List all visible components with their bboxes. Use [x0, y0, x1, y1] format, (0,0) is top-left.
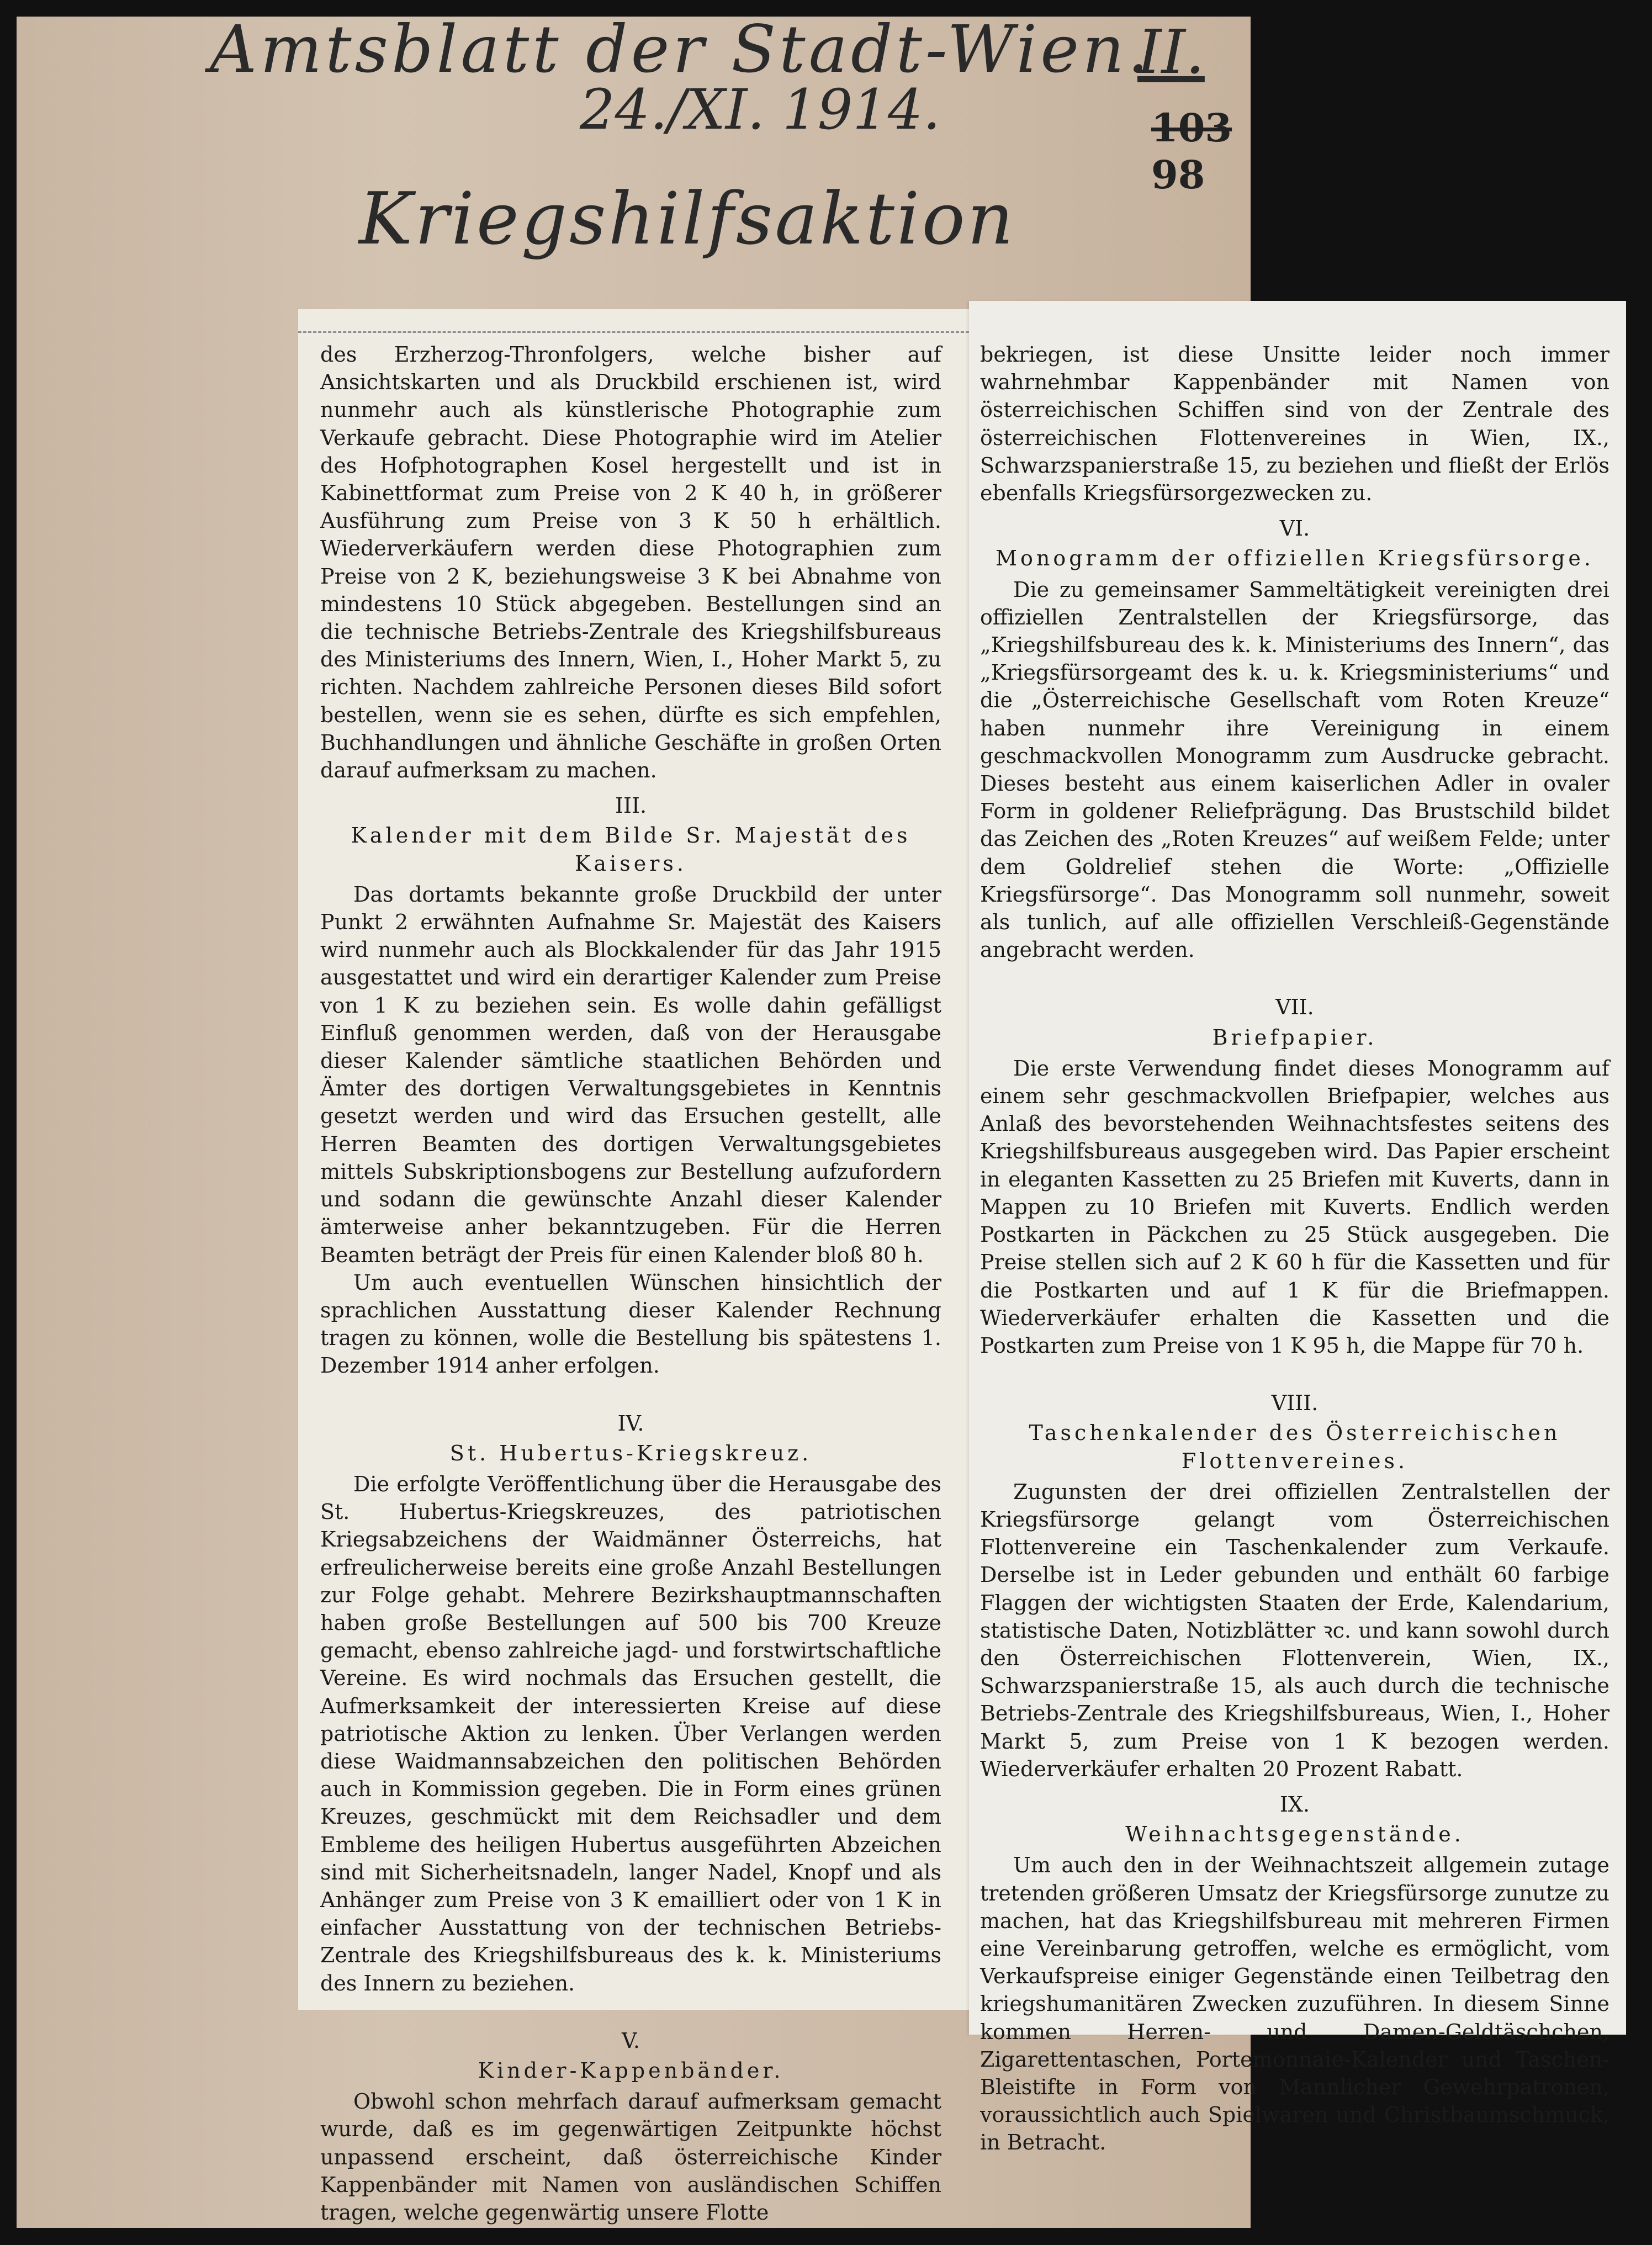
- section-heading: St. Hubertus-Kriegskreuz.: [449, 1441, 812, 1465]
- section-number: VIII.: [1271, 1391, 1319, 1416]
- article-paragraph: bekriegen, ist diese Unsitte leider noch immer wahrnehmbar Kappenbänder mit Namen von österreichischen Schiffen sind von der Zentrale des österreichischen Flottenvereines in Wien, IX., Schwarzspanierstraße 15, zu beziehen und fließt der Erlös ebenfalls Kriegsfürsorgezwecken zu.: [980, 342, 1609, 506]
- section-gap: [320, 1380, 941, 1402]
- article-paragraph: Um auch eventuellen Wünschen hinsichtlich der sprachlichen Ausstattung dieser Kalender Rechnung tragen zu können, wolle die Bestellung bis spätestens 1. Dezember 1914 anher erfolgen.: [320, 1270, 941, 1378]
- article-paragraph: Zugunsten der drei offiziellen Zentralstellen der Kriegsfürsorge gelangt vom Österreichischen Flottenvereine ein Taschenkalender zum Verkaufe. Derselbe ist in Leder gebunden und enthält 60 farbige Flaggen der wichtigsten Staaten der Erde, Kalendarium, statistische Daten, Notizblätter ꝛc. und kann sowohl durch den Österreichischen Flottenverein, Wien, IX., Schwarzspanierstraße 15, als auch durch die technische Betriebs-Zentrale des Kriegshilfsbureaus, Wien, I., Hoher Markt 5, zum Preise von 1 K bezogen werden. Wiederverkäufer erhalten 20 Prozent Rabatt.: [980, 1479, 1609, 1781]
- section-number: IV.: [617, 1411, 644, 1436]
- section-gap: [320, 1997, 941, 2019]
- section-heading: Taschenkalender des Österreichischen Flottenvereines.: [1029, 1421, 1561, 1473]
- section-gap: [980, 963, 1609, 986]
- article-paragraph: Das dortamts bekannte große Druckbild der unter Punkt 2 erwähnten Aufnahme Sr. Majestät des Kaisers wird nunmehr auch als Blockkalender für das Jahr 1915 ausgestattet und wird ein derartiger Kalender zum Preise von 1 K zu beziehen sein. Es wolle dahin gefälligst Einfluß genommen werden, daß von der Herausgabe dieser Kalender sämtliche staatlichen Behörden und Ämter des dortigen Verwaltungsgebietes in Kenntnis gesetzt werden und wird das Ersuchen gestellt, alle Herren Beamten des dortigen Verwaltungsgebietes mittels Subskriptionsbogens zur Bestellung aufzufordern und sodann die gewünschte Anzahl dieser Kalender ämterweise anher bekanntzugeben. Für die Herren Beamten beträgt der Preis für einen Kalender bloß 80 h.: [320, 882, 941, 1267]
- section-number: IX.: [1279, 1792, 1310, 1817]
- article-paragraph: des Erzherzog-Thronfolgers, welche bisher auf Ansichtskarten und als Druckbild erschienen ist, wird nunmehr auch als künstlerische Photographie zum Verkaufe gebracht. Diese Photographie wird im Atelier des Hofphotographen Kosel hergestellt und ist in Kabinettformat zum Preise von 2 K 40 h, in größerer Ausführung zum Preise von 3 K 50 h erhältlich. Wiederverkäufern werden diese Photographien zum Preise von 2 K, beziehungsweise 3 K bei Abnahme von mindestens 10 Stück abgegeben. Bestellungen sind an die technische Betriebs-Zentrale des Kriegshilfsbureaus des Ministeriums des Innern, Wien, I., Hoher Markt 5, zu richten. Nachdem zahlreiche Personen dieses Bild sofort bestellen, wenn sie es sehen, dürfte es sich empfehlen, Buchhandlungen und ähnliche Geschäfte in großen Orten darauf aufmerksam zu machen.: [320, 342, 941, 783]
- section-number: VII.: [1275, 995, 1314, 1020]
- section-heading: Kalender mit dem Bilde Sr. Majestät des Kaisers.: [351, 823, 911, 876]
- section-gap: [980, 1359, 1609, 1381]
- section-heading: Kinder-Kappenbänder.: [478, 2058, 784, 2083]
- section-number: VI.: [1279, 516, 1310, 541]
- article-column-right: [980, 341, 1609, 2157]
- article-column-left: [320, 341, 941, 2226]
- article-paragraph: Die erfolgte Veröffentlichung über die Herausgabe des St. Hubertus-Kriegskreuzes, des patriotischen Kriegsabzeichens der Waidmänner Österreichs, hat erfreulicherweise bereits eine große Anzahl Bestellungen zur Folge gehabt. Mehrere Bezirkshauptmannschaften haben große Bestellungen auf 500 bis 700 Kreuze gemacht, ebenso zahlreiche jagd- und forstwirtschaftliche Vereine. Es wird nochmals das Ersuchen gestellt, die Aufmerksamkeit der interessierten Kreise auf diese patriotische Aktion zu lenken. Über Verlangen werden diese Waidmannsabzeichen den politischen Behörden auch in Kommission gegeben. Die in Form eines grünen Kreuzes, geschmückt mit dem Reichsadler und dem Embleme des heiligen Hubertus ausgeführten Abzeichen sind mit Sicherheitsnadeln, langer Nadel, Knopf und als Anhänger zum Preise von 3 K emailliert oder von 1 K in einfacher Ausstattung von der technischen Betriebs-Zentrale des Kriegshilfsbureaus des k. k. Ministeriums des Innern zu beziehen.: [320, 1471, 941, 1995]
- article-paragraph: Um auch den in der Weihnachtszeit allgemein zutage tretenden größeren Umsatz der Kriegsfürsorge zunutze zu machen, hat das Kriegshilfsbureau mit mehreren Firmen eine Vereinbarung getroffen, welche es ermöglicht, vom Verkaufspreise einiger Gegenstände einen Teilbetrag den kriegshumanitären Zwecken zuzuführen. In diesem Sinne kommen Herren- und Damen-Geldtäschchen, Zigarettentaschen, Portemonnaie-Kalender und Taschen-Bleistifte in Form von Mannlicher Gewehrpatronen, voraussichtlich auch Spielwaren und Christbaumschmuck, in Betracht.: [980, 1853, 1609, 2155]
- article-paragraph: Die erste Verwendung findet dieses Monogramm auf einem sehr geschmackvollen Briefpapier, welches aus Anlaß des bevorstehenden Weihnachtsfestes seitens des Kriegshilfsbureaus ausgegeben wird. Das Papier erscheint in eleganten Kassetten zu 25 Briefen mit Kuverts, dann in Mappen zu 10 Briefen mit Kuverts. Endlich werden Postkarten in Päckchen zu 25 Stück ausgegeben. Die Preise stellen sich auf 2 K 60 h für die Kassetten und für die Postkarten und auf 1 K für die Briefmappen. Wiederverkäufer erhalten die Kassetten und die Postkarten zum Preise von 1 K 95 h, die Mappe für 70 h.: [980, 1056, 1609, 1358]
- section-number: III.: [615, 793, 647, 818]
- article-paragraph: Obwohl schon mehrfach darauf aufmerksam gemacht wurde, daß es im gegenwärtigen Zeitpunkte höchst unpassend erscheint, daß österreichische Kinder Kappenbänder mit Namen von ausländischen Schiffen tragen, welche gegenwärtig unsere Flotte: [320, 2089, 941, 2225]
- section-heading: Briefpapier.: [1212, 1025, 1378, 1050]
- clipping-top-edge: [298, 331, 969, 333]
- section-number: V.: [622, 2028, 640, 2053]
- handwritten-subject: Kriegshilfsaktion: [359, 177, 1016, 261]
- archive-number-new: 98: [1151, 152, 1205, 198]
- handwritten-date: 24./XI. 1914.: [580, 77, 941, 142]
- handwritten-roman-numeral: II.: [1137, 17, 1205, 87]
- section-heading: Monogramm der offiziellen Kriegsfürsorge.: [996, 546, 1594, 571]
- article-paragraph: Die zu gemeinsamer Sammeltätigkeit vereinigten drei offiziellen Zentralstellen der Kriegsfürsorge, das „Kriegshilfsbureau des k. k. Ministeriums des Innern“, das „Kriegsfürsorgeamt des k. u. k. Kriegsministeriums“ und die „Österreichische Gesellschaft vom Roten Kreuze“ haben nunmehr ihre Vereinigung in einem geschmackvollen Monogramm zum Ausdrucke gebracht. Dieses besteht aus einem kaiserlichen Adler in ovaler Form in goldener Reliefprägung. Das Brustschild bildet das Zeichen des „Roten Kreuzes“ auf weißem Felde; unter dem Goldrelief stehen die Worte: „Offizielle Kriegsfürsorge“. Das Monogramm soll nunmehr, soweit als tunlich, auf alle offiziellen Verschleiß-Gegenstände angebracht werden.: [980, 577, 1609, 962]
- handwritten-title: Amtsblatt der Stadt-Wien.: [210, 11, 1152, 87]
- archive-number-old: 103: [1151, 105, 1232, 151]
- section-heading: Weihnachtsgegenstände.: [1125, 1822, 1464, 1847]
